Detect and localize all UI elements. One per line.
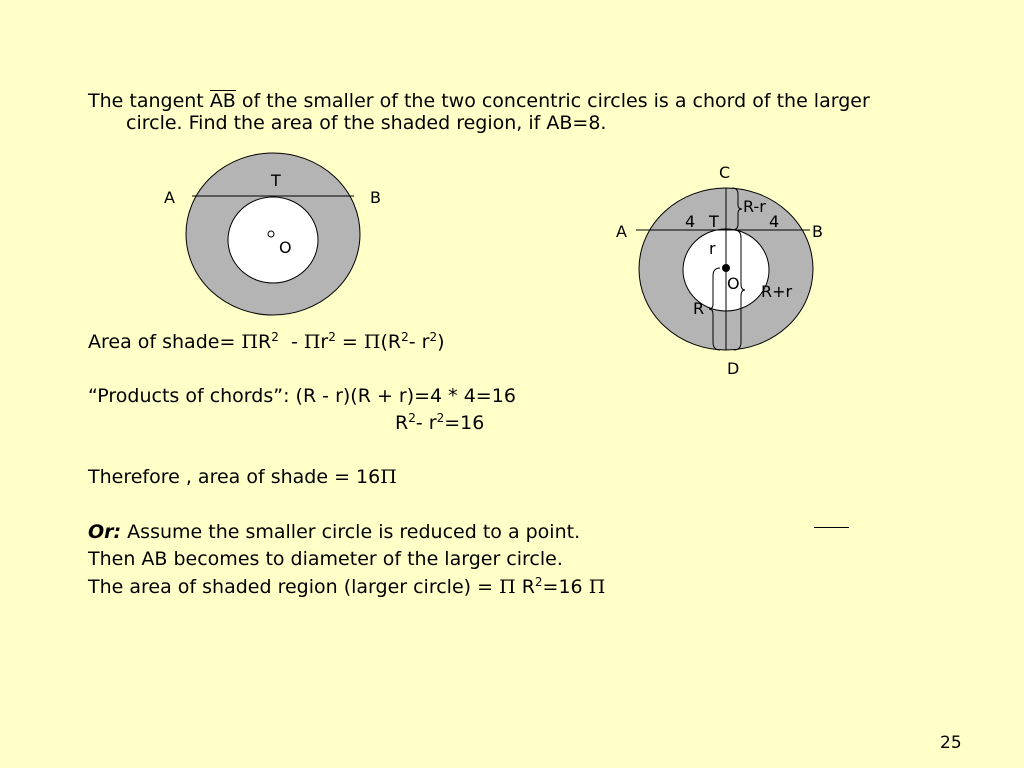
fig1-label-b: B <box>370 188 381 207</box>
pi-symbol: Π <box>303 331 321 353</box>
therefore-line <box>88 466 397 488</box>
pi-symbol: Π <box>363 331 381 353</box>
result-R: R <box>395 412 409 434</box>
minus-sign: - <box>408 331 416 353</box>
fig2-label-r-minus-r: R-r <box>743 197 766 216</box>
minus-sign: - <box>290 331 298 353</box>
pi-symbol: Π <box>588 576 606 598</box>
products-result <box>395 412 484 434</box>
fig2-label-r-plus-r: R+r <box>761 282 793 301</box>
exponent: 2 <box>328 330 336 344</box>
fig2-label-right-4: 4 <box>769 212 780 231</box>
or-line-2: Then AB becomes to diameter of the larger circle. <box>88 548 563 570</box>
decorative-rule <box>814 527 849 528</box>
therefore-text: Therefore , area of shade = 16 <box>88 466 381 488</box>
fig2-label-big-r: R <box>693 299 705 318</box>
exponent: 2 <box>408 411 416 425</box>
exponent: 2 <box>534 575 543 589</box>
problem-prefix: The tangent <box>88 90 204 112</box>
or-line-3 <box>88 576 605 598</box>
fig1-label-o: O <box>279 238 292 257</box>
pi-symbol: Π <box>499 576 516 598</box>
pi-symbol: Π <box>241 331 258 353</box>
or-line1-text: Assume the smaller circle is reduced to a point. <box>127 521 581 543</box>
exponent: 2 <box>429 330 438 344</box>
fig2-label-t: T <box>709 212 719 231</box>
or-label: Or: <box>88 521 122 543</box>
area-formula <box>88 331 445 353</box>
figure-2 <box>600 150 840 385</box>
problem-line-2: circle. Find the area of the shaded region, if AB=8. <box>126 112 607 134</box>
open-paren: ( <box>380 331 388 353</box>
pi-symbol: Π <box>380 466 397 488</box>
products-line: “Products of chords”: (R - r)(R + r)=4 * 4=16 <box>88 385 516 407</box>
fig1-label-t: T <box>271 171 281 190</box>
fig1-inner-circle <box>228 197 318 283</box>
fig2-label-left-4: 4 <box>685 212 696 231</box>
area-R: R <box>387 331 402 353</box>
or-line3-prefix: The area of shaded region (larger circle) = <box>88 576 494 598</box>
result-mid: - r <box>415 412 437 434</box>
exponent: 2 <box>271 330 279 344</box>
or-tail: =16 <box>542 576 583 598</box>
fig1-label-a: A <box>164 188 175 207</box>
page-number: 25 <box>940 733 962 753</box>
close-paren: ) <box>437 331 445 353</box>
fig2-center-point <box>722 264 730 272</box>
fig1-center-point <box>268 231 274 237</box>
area-R: R <box>258 331 272 353</box>
fig2-label-small-r: r <box>709 239 716 258</box>
area-prefix: Area of shade= <box>88 331 236 353</box>
segment-ab: AB <box>209 90 236 112</box>
exponent: 2 <box>401 330 409 344</box>
problem-suffix: of the smaller of the two concentric circles is a chord of the larger <box>241 90 870 112</box>
fig2-label-o: O <box>727 274 740 293</box>
fig2-label-c: C <box>719 163 731 182</box>
result-tail: =16 <box>444 412 485 434</box>
exponent: 2 <box>436 411 445 425</box>
or-R: R <box>521 576 535 598</box>
area-r: r <box>421 331 430 353</box>
fig2-label-d: D <box>727 359 740 378</box>
fig2-label-a: A <box>616 222 627 241</box>
fig2-label-b: B <box>812 222 823 241</box>
area-r: r <box>320 331 329 353</box>
problem-line-1 <box>88 90 870 112</box>
or-line-1 <box>88 521 580 543</box>
equals-sign: = <box>341 331 358 353</box>
figure-1 <box>150 145 390 325</box>
